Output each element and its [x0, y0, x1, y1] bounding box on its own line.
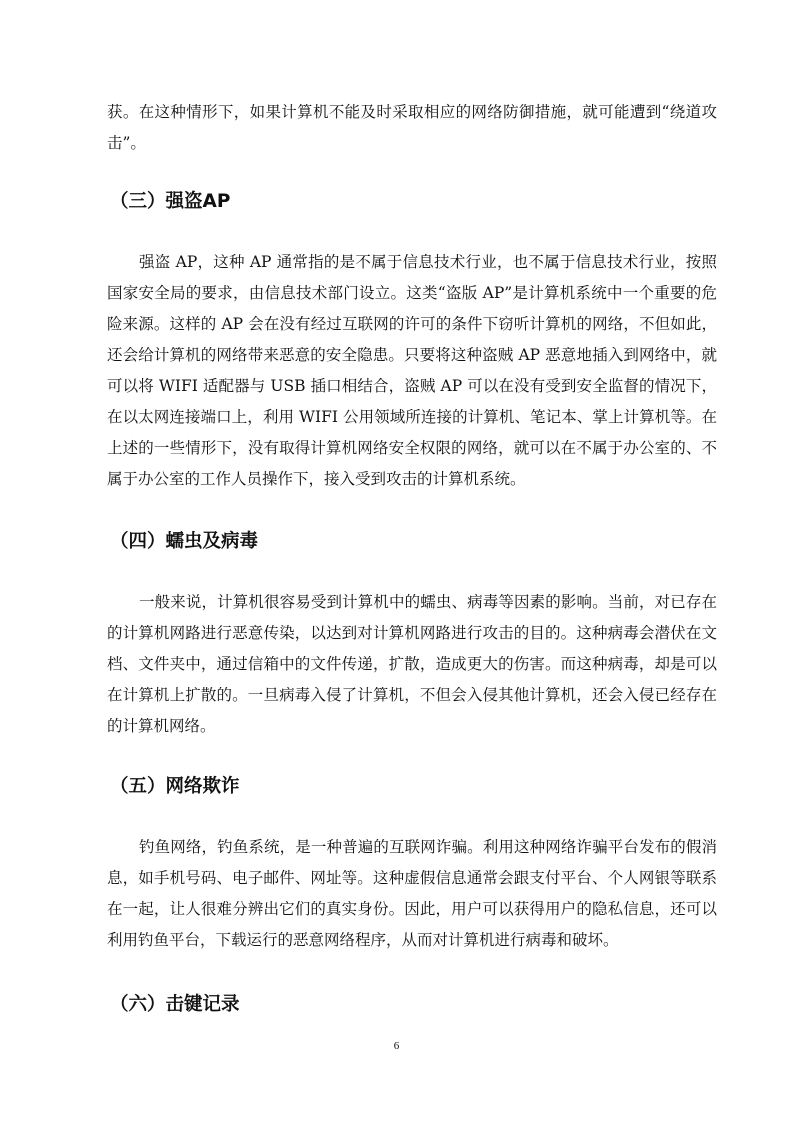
- section-heading-worms-viruses: （四）蠕虫及病毒: [110, 531, 259, 552]
- paragraph-rogue-ap: 强盗 AP，这种 AP 通常指的是不属于信息技术行业，也不属于信息技术行业，按照国家安全局的要求，由信息技术部门设立。这类“盗版 AP”是计算机系统中一个重要的危险来源。这样的 AP 会在没有经过互联网的许可的条件下窃听计算机的网络，不但如此，还会给计算机的网络带来恶意的安全隐患。只要将这种盗贼 AP 恶意地插入到网络中，就可以将 WIFI 适配器与 USB 插口相结合，盗贼 AP 可以在没有受到安全监督的情况下，在以太网连接端口上，利用 WIFI 公用领域所连接的计算机、笔记本、掌上计算机等。在上述的一些情形下，没有取得计算机网络安全权限的网络，就可以在不属于办公室的、不属于办公室的工作人员操作下，接入受到攻击的计算机系统。: [107, 253, 717, 488]
- section-heading-keystroke-logging: （六）击键记录: [110, 994, 240, 1015]
- page-number: 6: [393, 1040, 400, 1052]
- continuation-paragraph: 获。在这种情形下，如果计算机不能及时采取相应的网络防御措施，就可能遭到“绕道攻击”。: [107, 103, 717, 152]
- paragraph-network-fraud: 钓鱼网络，钓鱼系统，是一种普遍的互联网诈骗。利用这种网络诈骗平台发布的假消息，如手机号码、电子邮件、网址等。这种虚假信息通常会跟支付平台、个人网银等联系在一起，让人很难分辨出它们的真实身份。因此，用户可以获得用户的隐私信息，还可以利用钓鱼平台，下载运行的恶意网络程序，从而对计算机进行病毒和破坏。: [107, 838, 717, 949]
- section-heading-rogue-ap: （三）强盗AP: [110, 191, 231, 212]
- paragraph-worms-viruses: 一般来说，计算机很容易受到计算机中的蠕虫、病毒等因素的影响。当前，对已存在的计算机网路进行恶意传染，以达到对计算机网路进行攻击的目的。这种病毒会潜伏在文档、文件夹中，通过信箱中的文件传递，扩散，造成更大的伤害。而这种病毒，却是可以在计算机上扩散的。一旦病毒入侵了计算机，不但会入侵其他计算机，还会入侵已经存在的计算机网络。: [107, 593, 717, 735]
- section-heading-network-fraud: （五）网络欺诈: [110, 776, 240, 797]
